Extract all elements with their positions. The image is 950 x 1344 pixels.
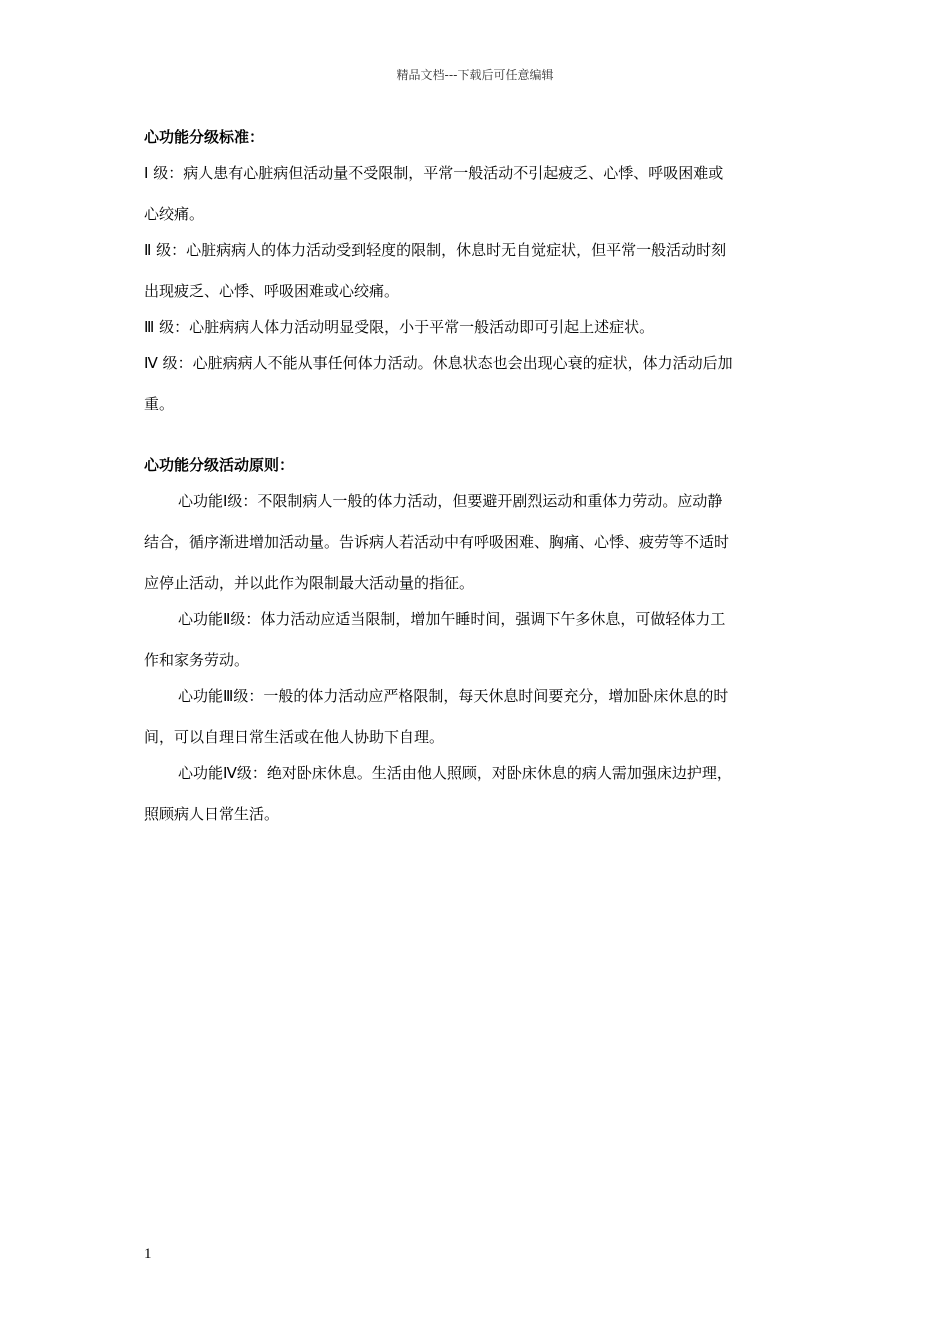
activity-line: 应停止活动，并以此作为限制最大活动量的指征。 — [144, 574, 475, 592]
activity-line: 间，可以自理日常生活或在他人协助下自理。 — [144, 728, 445, 746]
page-number: 1 — [144, 1246, 152, 1262]
section-heading-standards: 心功能分级标准： — [144, 128, 265, 146]
activity-line: 心功能Ⅲ级：一般的体力活动应严格限制，每天休息时间要充分，增加卧床休息的时 — [178, 687, 729, 705]
standard-line: 心绞痛。 — [144, 205, 205, 223]
activity-line: 心功能Ⅱ级：体力活动应适当限制，增加午睡时间，强调下午多休息，可做轻体力工 — [178, 610, 726, 628]
standard-line: Ⅱ 级：心脏病病人的体力活动受到轻度的限制，休息时无自觉症状，但平常一般活动时刻 — [144, 241, 727, 259]
activity-line: 照顾病人日常生活。 — [144, 805, 280, 823]
activity-line: 作和家务劳动。 — [144, 651, 250, 669]
standard-line: 重。 — [144, 395, 175, 413]
standard-line: 出现疲乏、心悸、呼吸困难或心绞痛。 — [144, 282, 400, 300]
page-header: 精品文档---下载后可任意编辑 — [396, 68, 554, 82]
activity-line: 心功能Ⅳ级：绝对卧床休息。生活由他人照顾，对卧床休息的病人需加强床边护理， — [178, 764, 732, 782]
section-heading-activity: 心功能分级活动原则： — [144, 456, 295, 474]
standard-line: Ⅰ 级：病人患有心脏病但活动量不受限制，平常一般活动不引起疲乏、心悸、呼吸困难或 — [144, 164, 724, 182]
activity-line: 结合，循序渐进增加活动量。告诉病人若活动中有呼吸困难、胸痛、心悸、疲劳等不适时 — [144, 533, 730, 551]
activity-line: 心功能Ⅰ级：不限制病人一般的体力活动，但要避开剧烈运动和重体力劳动。应动静 — [178, 492, 723, 510]
standard-line: Ⅳ 级：心脏病病人不能从事任何体力活动。休息状态也会出现心衰的症状，体力活动后加 — [144, 354, 733, 372]
standard-line: Ⅲ 级：心脏病病人体力活动明显受限，小于平常一般活动即可引起上述症状。 — [144, 318, 655, 336]
